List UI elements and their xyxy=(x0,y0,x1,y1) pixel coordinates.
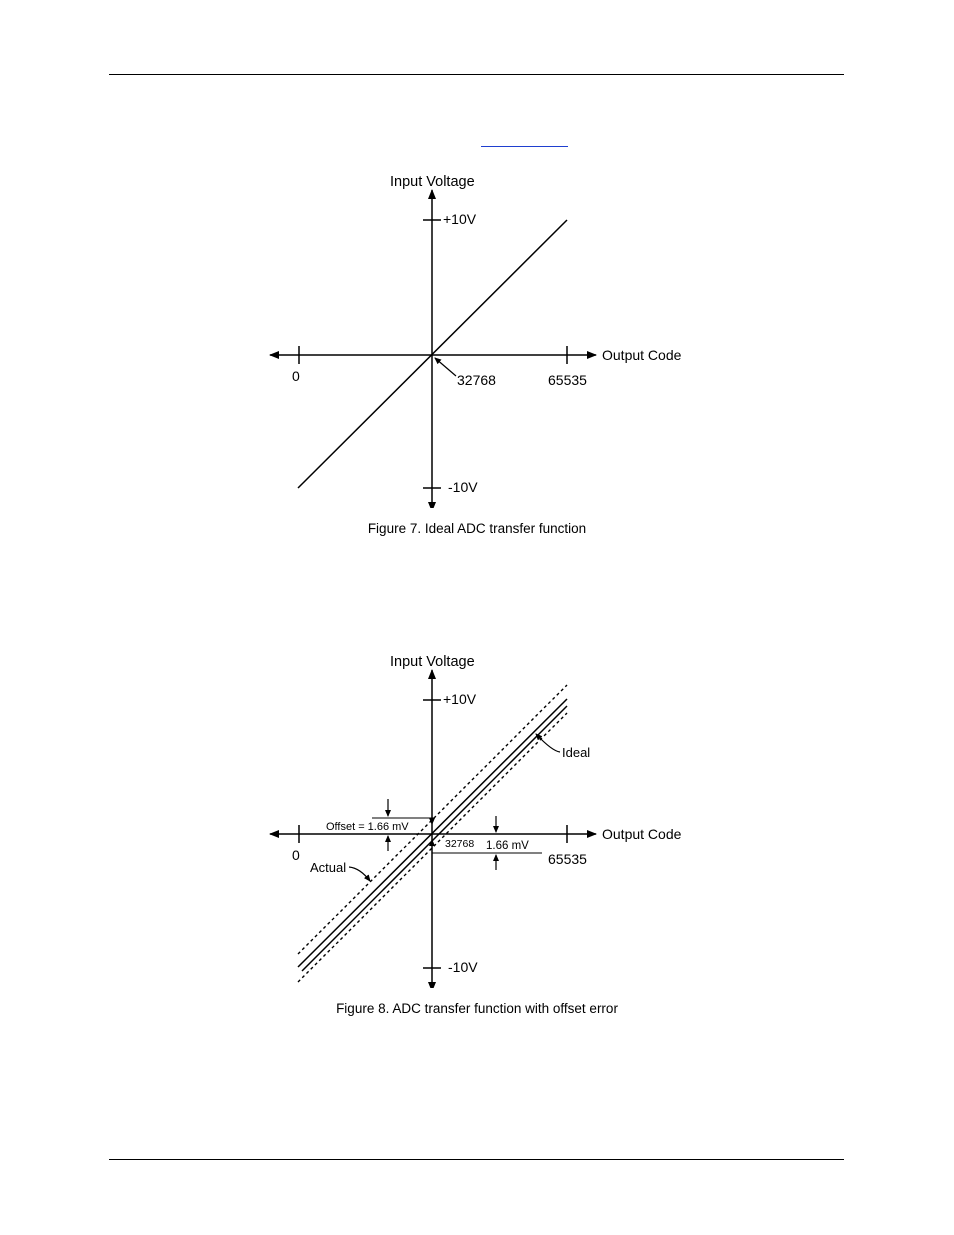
header-rule xyxy=(109,74,844,75)
y-bottom-label: -10V xyxy=(448,959,478,975)
figure-8-diagram xyxy=(260,648,690,988)
x-axis-label: Output Code xyxy=(602,347,682,363)
actual-pointer-arrow xyxy=(349,867,370,881)
x-left-label: 0 xyxy=(292,368,300,384)
ideal-label: Ideal xyxy=(562,745,591,760)
x-axis-label: Output Code xyxy=(602,826,682,842)
ideal-pointer-arrow xyxy=(536,734,560,752)
x-mid-label: 32768 xyxy=(457,372,496,388)
figure-8-caption: Figure 8. ADC transfer function with offset error xyxy=(336,1001,618,1016)
x-right-label: 65535 xyxy=(548,372,587,388)
figure-7-caption: Figure 7. Ideal ADC transfer function xyxy=(367,521,587,536)
x-right-label: 65535 xyxy=(548,851,587,867)
x-mid-label: 32768 xyxy=(445,838,475,850)
offset-value-label: 1.66 mV xyxy=(486,840,529,852)
y-axis-label: Input Voltage xyxy=(390,174,475,190)
y-top-label: +10V xyxy=(443,691,477,707)
actual-label: Actual xyxy=(310,860,347,875)
y-top-label: +10V xyxy=(443,211,477,227)
footer-rule xyxy=(109,1159,844,1160)
offset-label: Offset = 1.66 mV xyxy=(326,821,409,833)
origin-pointer-arrow xyxy=(435,358,456,376)
figure-7-diagram xyxy=(260,168,690,508)
hyperlink-underline[interactable] xyxy=(481,146,568,147)
x-left-label: 0 xyxy=(292,847,300,863)
y-bottom-label: -10V xyxy=(448,479,478,495)
ideal-line xyxy=(302,706,567,971)
y-axis-label: Input Voltage xyxy=(390,654,475,670)
